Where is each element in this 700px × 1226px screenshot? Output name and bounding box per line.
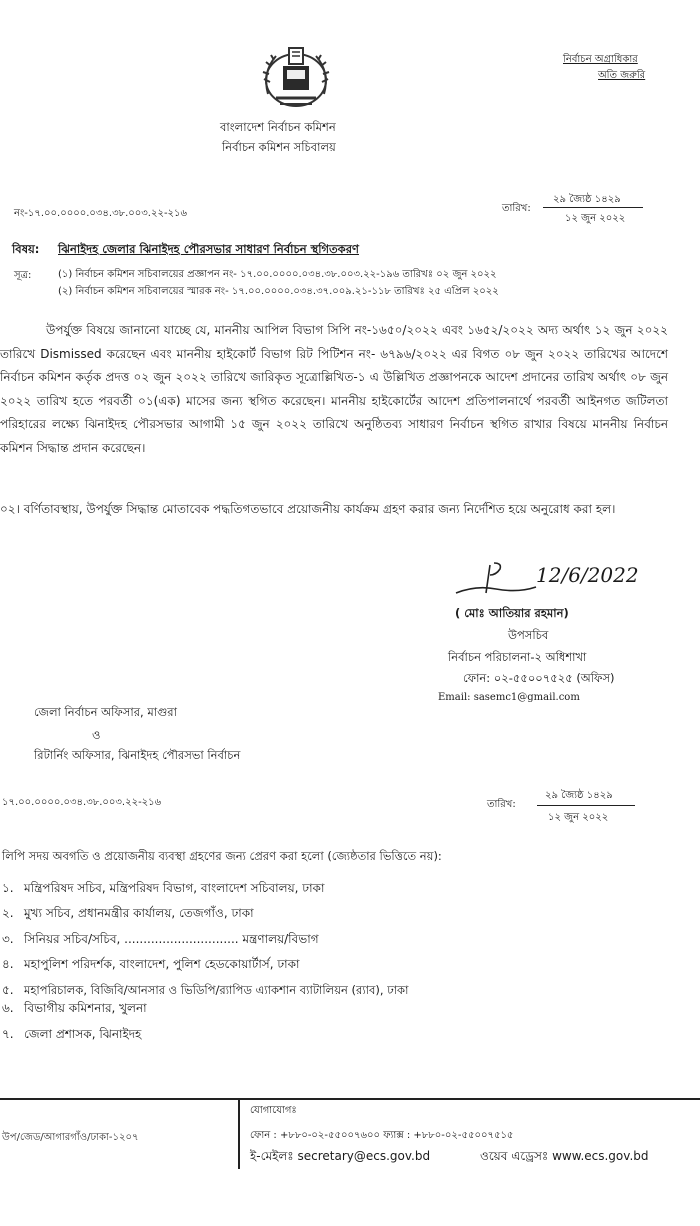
copy-item: বিভাগীয় কমিশনার, খুলনা	[24, 1001, 147, 1015]
body-paragraph-2: ০২। বর্ণিতাবস্থায়, উপর্যুক্ত সিদ্ধান্ত মোতাবেক পদ্ধতিগতভাবে প্রয়োজনীয় কার্যক্রম গ্রহণ করার জন্য নির্দেশিত হয়ে অনুরোধ করা হল।	[0, 502, 616, 516]
reference-item: (২) নির্বাচন কমিশন সচিবালয়ের স্মারক নং- ১৭.০০.০০০০.০৩৪.৩৭.০০৯.২১-১১৮ তারিখঃ ২৫ এপ্রিল ২০২২	[58, 286, 499, 297]
copy-item: সিনিয়র সচিব/সচিব, .............................. মন্ত্রণালয়/বিভাগ	[24, 932, 319, 946]
copy-item-number: ১.	[2, 881, 14, 895]
ec-emblem-logo	[256, 42, 336, 114]
date-english: ১২ জুন ২০২২	[565, 213, 626, 224]
subject-label: বিষয়:	[12, 242, 40, 256]
copy-item: মুখ্য সচিব, প্রধানমন্ত্রীর কার্যালয়, তেজগাঁও, ঢাকা	[24, 906, 254, 920]
recipient-1: জেলা নির্বাচন অফিসার, মাগুরা	[34, 705, 177, 719]
body-paragraph-1: উপর্যুক্ত বিষয়ে জানানো যাচ্ছে যে, মাননীয় আপিল বিভাগ সিপি নং-১৬৫০/২০২২ এবং ১৬৫২/২০২২ অদ্য অর্থাৎ ১২ জুন ২০২২ তারিখে Dismissed করেছেন এবং মাননীয় হাইকোর্ট বিভাগ রিট পিটিশন নং- ৬৭৯৬/২০২২ এর বিগত ০৮ জুন ২০২২ তারিখের আদেশে নির্বাচন কমিশন কর্তৃক প্রদত্ত ০২ জুন ২০২২ তারিখে জারিকৃত সূত্রোল্লিখিত-১ এ উল্লিখিত প্রজ্ঞাপনকে আদেশ প্রদানের তারিখ অর্থাৎ ০৮ জুন ২০২২ তারিখ হতে পরবর্তী ০১(এক) মাসের জন্য স্থগিত করেছেন। মাননীয় হাইকোর্টের আদেশ প্রতিপালনার্থে পরবর্তী আইনগত জটিলতা পরিহারের লক্ষ্যে ঝিনাইদহ পৌরসভার আগামী ১৫ জুন ২০২২ তারিখে অনুষ্ঠিতব্য সাধারণ নির্বাচন স্থগিত রাখার বিষয়ে মাননীয় নির্বাচন কমিশন সিদ্ধান্ত প্রদান করেছেন।	[0, 323, 668, 455]
signatory-name: ( মোঃ আতিয়ার রহমান)	[455, 606, 569, 620]
footer-phone-fax: ফোন : +৮৮০-০২-৫৫০০৭৬০০ ফ্যাক্স : +৮৮০-০২-৫৫০০৭৫১৫	[250, 1130, 514, 1141]
copy-item-number: ২.	[2, 906, 14, 920]
reference-label: সূত্র:	[14, 270, 32, 281]
memo2-number: ১৭.০০.০০০০.০৩৪.৩৮.০০৩.২২-২১৬	[2, 797, 162, 808]
copy-item-number: ৭.	[2, 1027, 14, 1041]
recipient-and: ও	[92, 728, 101, 742]
memo2-date-bangla: ২৯ জ্যৈষ্ঠ ১৪২৯	[545, 790, 613, 801]
footer-top-rule	[0, 1098, 700, 1100]
urgency-label: অতি জরুরি	[598, 70, 646, 81]
secretariat-name: নির্বাচন কমিশন সচিবালয়	[222, 140, 336, 154]
signatory-designation: উপসচিব	[508, 628, 549, 642]
copy-item-number: ৪.	[2, 957, 14, 971]
copy-item: মহাপুলিশ পরিদর্শক, বাংলাদেশ, পুলিশ হেডকোয়ার্টার্স, ঢাকা	[24, 957, 300, 971]
signatory-email: Email: sasemc1@gmail.com	[438, 692, 580, 703]
copy-item: মন্ত্রিপরিষদ সচিব, মন্ত্রিপরিষদ বিভাগ, বাংলাদেশ সচিবালয়, ঢাকা	[24, 881, 325, 895]
memo2-date-english: ১২ জুন ২০২২	[548, 812, 609, 823]
signatory-phone: ফোন: ০২-৫৫০০৭৫২৫ (অফিস)	[463, 671, 615, 685]
handwritten-signature	[450, 555, 670, 605]
copy-item: মহাপরিচালক, বিজিবি/আনসার ও ভিডিপি/র‌্যাপিড এ্যাকশান ব্যাটালিয়ন (র‌্যাব), ঢাকা	[24, 983, 409, 997]
memo2-date-label: তারিখ:	[487, 799, 516, 810]
footer-website: ওয়েব এড্রেসঃ www.ecs.gov.bd	[480, 1149, 649, 1163]
priority-label: নির্বাচন অগ্রাধিকার	[563, 54, 638, 65]
recipient-2: রিটার্নিং অফিসার, ঝিনাইদহ পৌরসভা নির্বাচন	[34, 748, 241, 762]
subject-text: ঝিনাইদহ জেলার ঝিনাইদহ পৌরসভার সাধারণ নির্বাচন স্থগিতকরণ	[58, 242, 359, 256]
copy-item-number: ৫.	[2, 983, 14, 997]
copy-item-number: ৩.	[2, 932, 14, 946]
footer-contact-label: যোগাযোগঃ	[250, 1105, 297, 1116]
date-divider	[543, 207, 643, 208]
copy-item: জেলা প্রশাসক, ঝিনাইদহ	[24, 1027, 142, 1041]
copy-intro: লিপি সদয় অবগতি ও প্রয়োজনীয় ব্যবস্থা গ্রহণের জন্য প্রেরণ করা হলো (জ্যেষ্ঠতার ভিত্তিতে নয়):	[2, 849, 442, 863]
signatory-office: নির্বাচন পরিচালনা-২ অধিশাখা	[448, 650, 587, 664]
memo2-date-divider	[537, 805, 635, 806]
reference-item: (১) নির্বাচন কমিশন সচিবালয়ের প্রজ্ঞাপন নং- ১৭.০০.০০০০.০৩৪.৩৮.০০৩.২২-১৯৬ তারিখঃ ০২ জুন ২০২২	[58, 269, 497, 280]
copy-item-number: ৬.	[2, 1001, 14, 1015]
signature-date: 12/6/2022	[536, 563, 639, 587]
date-label: তারিখ:	[502, 203, 531, 214]
date-bangla: ২৯ জ্যৈষ্ঠ ১৪২৯	[553, 194, 621, 205]
org-name: বাংলাদেশ নির্বাচন কমিশন	[220, 120, 336, 134]
footer-address: উপ/জেড/আগারগাঁও/ঢাকা-১২০৭	[2, 1132, 139, 1143]
footer-email: ই-মেইলঃ secretary@ecs.gov.bd	[250, 1149, 431, 1163]
memo-number: নং-১৭.০০.০০০০.০৩৪.৩৮.০০৩.২২-২১৬	[14, 208, 188, 219]
footer-divider	[238, 1099, 240, 1169]
